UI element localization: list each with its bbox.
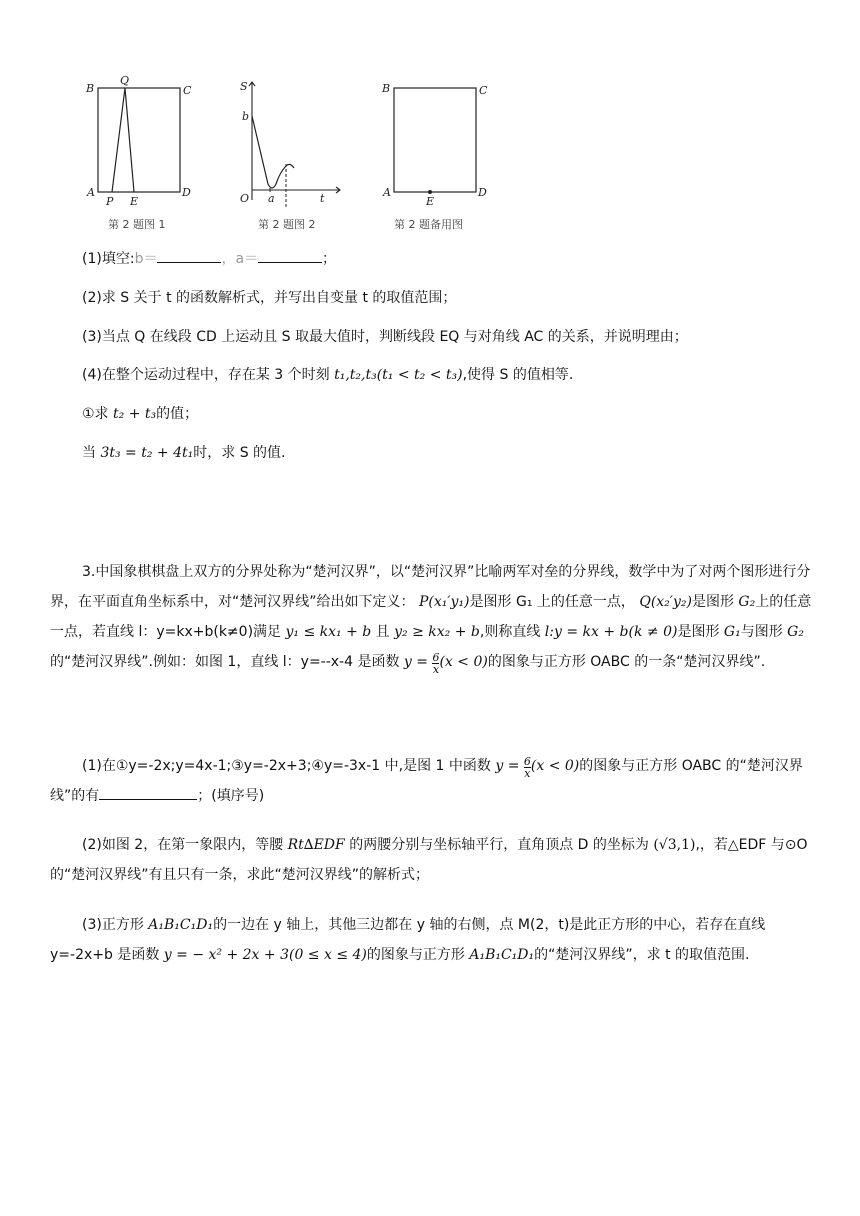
q3-p1-text-b: 是图形 G₁ 上的任意一点， — [469, 594, 640, 610]
q3-p2-text-b: 的图象与正方形 OABC 的“楚河汉界线”的有 — [50, 758, 803, 804]
q2-item-1 — [82, 248, 336, 269]
q3-p1-frac-den: x — [432, 663, 440, 676]
q3-part-1 — [50, 751, 820, 811]
q2-sub-1 — [82, 404, 198, 424]
fig1-label-c: C — [183, 84, 192, 97]
q3-p1-text-i: 的“楚河汉界线”.例如：如图 1，直线 l：y=--x-4 是函数 — [50, 654, 404, 670]
fig1-label-q: Q — [120, 74, 130, 87]
q3-p3-math-point: (√3,1) — [653, 837, 696, 853]
q2-sub-2-math: 3t₃ = t₂ + 4t₁ — [100, 445, 194, 461]
q2-sub-1-math: t₂ + t₃ — [113, 406, 157, 422]
fig1-label-d: D — [182, 186, 191, 199]
fig1-label-a: A — [87, 186, 95, 199]
q3-p1-math-g2: G₂ — [738, 594, 756, 610]
fig3-label-d: D — [478, 186, 487, 199]
q3-p3-math-triangle: Rt∆EDF — [287, 837, 345, 853]
q3-p4-text-a: (3)正方形 — [82, 917, 149, 933]
q3-p2-text-a: (1)在①y=-2x;y=4x-1;③y=-2x+3;④y=-3x-1 中,是图 1 中函数 — [82, 758, 496, 774]
q3-p1-text-f: ,则称直线 — [479, 624, 545, 640]
q3-p2-text-c: ；(填序号) — [197, 788, 265, 804]
q3-p1-text-d: 上的任意一点，若直线 l：y=kx+b(k≠0)满足 — [50, 594, 812, 640]
q3-p1-math-g2b: G₂ — [787, 624, 804, 640]
q2-item-3: (3)当点 Q 在线段 CD 上运动且 S 取最大值时，判断线段 EQ 与对角线 AC 的关系，并说明理由； — [82, 329, 688, 345]
q3-p1-text-a: 3.中国象棋棋盘上双方的分界处称为“楚河汉界”，以“楚河汉界”比喻两军对垒的分界线，数学中为了对两个图形进行分界，在平面直角坐标系中，对“楚河汉界线”给出如下定义： — [50, 564, 811, 610]
q3-p3-text-a: (2)如图 2，在第一象限内，等腰 — [82, 837, 288, 853]
q3-p2-math-domain: (x < 0) — [530, 758, 580, 774]
fig3-label-b: B — [382, 82, 391, 95]
fig2-label-b: b — [242, 110, 250, 123]
q3-p1-math-p: P(x₁′y₁) — [418, 594, 470, 610]
q2-item-2: (2)求 S 关于 t 的函数解析式，并写出自变量 t 的取值范围； — [82, 290, 457, 306]
figure-2 — [228, 72, 348, 231]
q3-definition — [50, 557, 820, 677]
answer-blank-b[interactable] — [157, 248, 221, 263]
fig2-label-a: a — [268, 192, 275, 205]
fig1-label-p: P — [106, 195, 114, 208]
figure-1-caption: 第 2 题图 1 — [108, 218, 166, 231]
q2-item-4-math: t₁,t₂,t₃(t₁ < t₂ < t₃) — [334, 367, 463, 383]
q3-p4-math-function: y = − x² + 2x + 3(0 ≤ x ≤ 4) — [163, 947, 367, 963]
q2-item-1-a: a＝ — [235, 251, 259, 267]
q3-p1-text-h: 与图形 — [740, 624, 788, 640]
q3-p3-text-c: ,，若△EDF 与⊙O 的“楚河汉界线”有且只有一条，求此“楚河汉界线”的解析式； — [50, 837, 808, 883]
q3-p4-text-d: 的“楚河汉界线”，求 t 的取值范围. — [534, 947, 750, 963]
q3-p3-text-b: 的两腰分别与坐标轴平行，直角顶点 D 的坐标为 — [344, 837, 654, 853]
figure-3-drawing — [378, 72, 498, 212]
figure-3-caption: 第 2 题备用图 — [394, 218, 463, 231]
q2-item-1-prefix: (1)填空: — [82, 251, 135, 267]
figure-1-drawing — [82, 72, 202, 212]
q3-p1-text-g: 是图形 — [677, 624, 724, 640]
figure-2-caption: 第 2 题图 2 — [258, 218, 316, 231]
q2-sub-2-post: 时，求 S 的值. — [193, 445, 286, 461]
q3-p1-math-g1: G₁ — [723, 624, 741, 640]
q3-p2-frac-num: 6 — [523, 755, 531, 768]
fig3-label-e: E — [426, 195, 435, 208]
q2-item-4-post: ,使得 S 的值相等. — [462, 367, 574, 383]
q3-p1-frac-num: 6 — [432, 651, 440, 664]
q3-p1-text-j: 的图象与正方形 OABC 的一条“楚河汉界线”. — [487, 654, 766, 670]
q3-p4-text-c: 的图象与正方形 — [366, 947, 470, 963]
figure-3 — [378, 72, 498, 231]
q3-p1-math-y: y = — [403, 654, 433, 670]
q3-p4-text-b: 的一边在 y 轴上，其他三边都在 y 轴的右侧，点 M(2，t)是此正方形的中心，若存在直线 y=-2x+b 是函数 — [50, 917, 766, 963]
q3-p1-math-ineq-2: y₂ ≥ kx₂ + b — [394, 624, 480, 640]
figure-1 — [82, 72, 202, 231]
q2-sub-1-pre: ①求 — [82, 406, 114, 422]
answer-blank-a[interactable] — [258, 248, 322, 263]
q3-p1-text-c: 是图形 — [691, 594, 739, 610]
q3-p4-math-square: A₁B₁C₁D₁ — [148, 917, 214, 933]
figure-2-drawing — [228, 72, 348, 212]
fig2-label-t: t — [320, 192, 325, 205]
q3-p2-frac-den: x — [524, 767, 531, 780]
answer-blank-q3-1[interactable] — [99, 785, 197, 800]
fig1-label-b: B — [86, 82, 95, 95]
q3-p1-math-q: Q(x₂′y₂) — [639, 594, 692, 610]
q2-sub-2 — [82, 443, 286, 463]
fig2-label-s: S — [240, 80, 248, 93]
q3-p1-text-e: 且 — [371, 624, 395, 640]
q3-p2-math-y: y = — [495, 758, 524, 774]
fig3-label-a: A — [383, 186, 391, 199]
q2-item-4-pre: (4)在整个运动过程中，存在某 3 个时刻 — [82, 367, 335, 383]
q2-sub-2-pre: 当 — [82, 445, 101, 461]
q2-sub-1-post: 的值； — [156, 406, 199, 422]
q3-p4-math-square-2: A₁B₁C₁D₁ — [469, 947, 535, 963]
q3-part-2 — [50, 830, 820, 890]
q3-p1-math-domain: (x < 0) — [439, 654, 488, 670]
q2-item-1-sep: ， — [221, 251, 236, 267]
q3-part-3 — [50, 910, 820, 970]
fig3-label-c: C — [479, 84, 488, 97]
q2-item-1-end: ； — [322, 251, 337, 267]
q3-p1-math-line: l:y = kx + b(k ≠ 0) — [544, 624, 678, 640]
fig2-label-o: O — [240, 192, 250, 205]
q3-p1-math-ineq-1: y₁ ≤ kx₁ + b — [285, 624, 372, 640]
q2-item-1-b: b＝ — [134, 251, 158, 267]
fig1-label-e: E — [130, 195, 139, 208]
q2-item-4 — [82, 365, 573, 385]
q3-p2-fraction — [524, 756, 531, 779]
